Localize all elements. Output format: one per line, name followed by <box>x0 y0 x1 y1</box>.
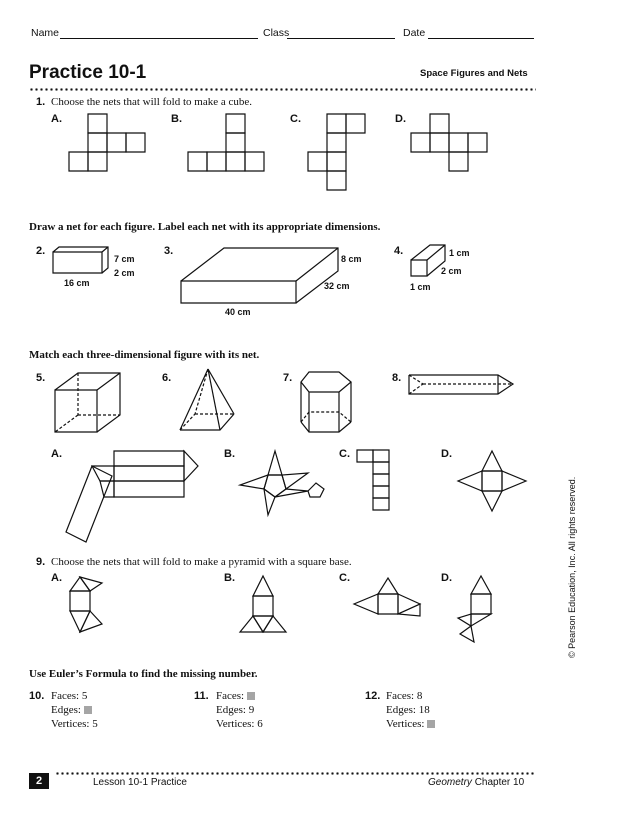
q11-faces-label: Faces: <box>216 690 245 702</box>
q3-width-label: 32 cm <box>324 281 350 291</box>
copyright-notice: © Pearson Education, Inc. All rights reserved. <box>567 476 577 658</box>
q9-choice-d: D. <box>441 572 452 584</box>
directions-euler: Use Euler’s Formula to find the missing number. <box>29 668 258 680</box>
name-label: Name <box>31 27 60 39</box>
title-rule <box>29 88 536 91</box>
net-d-pyramid <box>456 449 528 515</box>
class-field[interactable] <box>287 38 395 39</box>
q12-vertices <box>386 718 435 730</box>
q10-number: 10. <box>29 690 45 702</box>
net-a-triangular-prism <box>64 450 204 546</box>
q10-faces: Faces: 5 <box>51 690 88 702</box>
page-number: 2 <box>29 773 49 789</box>
directions-draw-net: Draw a net for each figure. Label each net with its appropriate dimensions. <box>29 221 381 233</box>
q1-net-a <box>68 113 148 173</box>
q1-net-d <box>410 113 490 173</box>
q1-choice-c: C. <box>290 113 301 125</box>
q12-number: 12. <box>365 690 381 702</box>
q4-label-c: 1 cm <box>410 282 431 292</box>
name-field[interactable] <box>60 38 258 39</box>
q2-height-label: 7 cm <box>114 254 135 264</box>
answer-blank-box[interactable] <box>427 720 435 728</box>
q12-vertices-label: Vertices: <box>386 718 425 730</box>
q10-vertices: Vertices: 5 <box>51 718 98 730</box>
page-subtitle: Space Figures and Nets <box>420 68 528 79</box>
q9-number: 9. <box>36 556 46 568</box>
answer-blank-box[interactable] <box>84 706 92 714</box>
q8-number: 8. <box>392 372 402 384</box>
q2-width-label: 2 cm <box>114 268 135 278</box>
q12-edges: Edges: 18 <box>386 704 430 716</box>
q9-text: Choose the nets that will fold to make a pyramid with a square base. <box>51 556 352 568</box>
footer-book-title: Geometry <box>428 777 472 788</box>
footer-book <box>428 777 524 788</box>
q9-net-a <box>66 574 106 636</box>
q7-number: 7. <box>283 372 293 384</box>
q7-hexagonal-prism <box>299 370 354 436</box>
date-field[interactable] <box>428 38 534 39</box>
q2-prism <box>52 246 112 276</box>
q9-choice-c: C. <box>339 572 350 584</box>
q4-label-b: 2 cm <box>441 266 462 276</box>
class-label: Class <box>263 27 290 39</box>
q11-number: 11. <box>194 690 209 702</box>
q1-choice-b: B. <box>171 113 182 125</box>
q1-choice-d: D. <box>395 113 406 125</box>
net-c-squares <box>356 449 396 513</box>
net-b-pentagonal-pyramid <box>238 449 328 517</box>
q3-length-label: 40 cm <box>225 307 251 317</box>
q10-edges-label: Edges: <box>51 704 81 716</box>
q3-prism <box>180 246 340 306</box>
q6-number: 6. <box>162 372 172 384</box>
q6-pyramid <box>178 368 238 434</box>
q1-text: Choose the nets that will fold to make a cube. <box>51 96 253 108</box>
q10-edges <box>51 704 92 716</box>
q2-number: 2. <box>36 245 46 257</box>
q1-number: 1. <box>36 96 46 108</box>
footer-lesson: Lesson 10-1 Practice <box>93 777 187 788</box>
footer-chapter: Chapter 10 <box>474 777 525 788</box>
q2-length-label: 16 cm <box>64 278 90 288</box>
q5-number: 5. <box>36 372 46 384</box>
q9-net-d <box>456 574 496 646</box>
q12-faces: Faces: 8 <box>386 690 423 702</box>
q3-height-label: 8 cm <box>341 254 362 264</box>
answer-blank-box[interactable] <box>247 692 255 700</box>
directions-match: Match each three-dimensional figure with its net. <box>29 349 260 361</box>
date-label: Date <box>403 27 426 39</box>
q1-choice-a: A. <box>51 113 62 125</box>
q1-net-c <box>307 113 369 193</box>
q3-number: 3. <box>164 245 174 257</box>
match-choice-d: D. <box>441 448 452 460</box>
match-choice-c: C. <box>339 448 350 460</box>
q11-vertices: Vertices: 6 <box>216 718 263 730</box>
q4-number: 4. <box>394 245 404 257</box>
page-title: Practice 10-1 <box>29 62 147 83</box>
footer-rule <box>55 772 536 775</box>
q1-net-b <box>187 113 267 173</box>
q8-triangular-prism <box>408 372 518 402</box>
q5-cube <box>54 372 124 434</box>
q4-prism <box>410 244 450 284</box>
q4-label-a: 1 cm <box>449 248 470 258</box>
q9-choice-a: A. <box>51 572 62 584</box>
q9-choice-b: B. <box>224 572 235 584</box>
q11-faces <box>216 690 255 702</box>
q11-edges: Edges: 9 <box>216 704 255 716</box>
q9-net-c <box>352 576 424 632</box>
match-choice-b: B. <box>224 448 235 460</box>
match-choice-a: A. <box>51 448 62 460</box>
q9-net-b <box>238 574 290 636</box>
